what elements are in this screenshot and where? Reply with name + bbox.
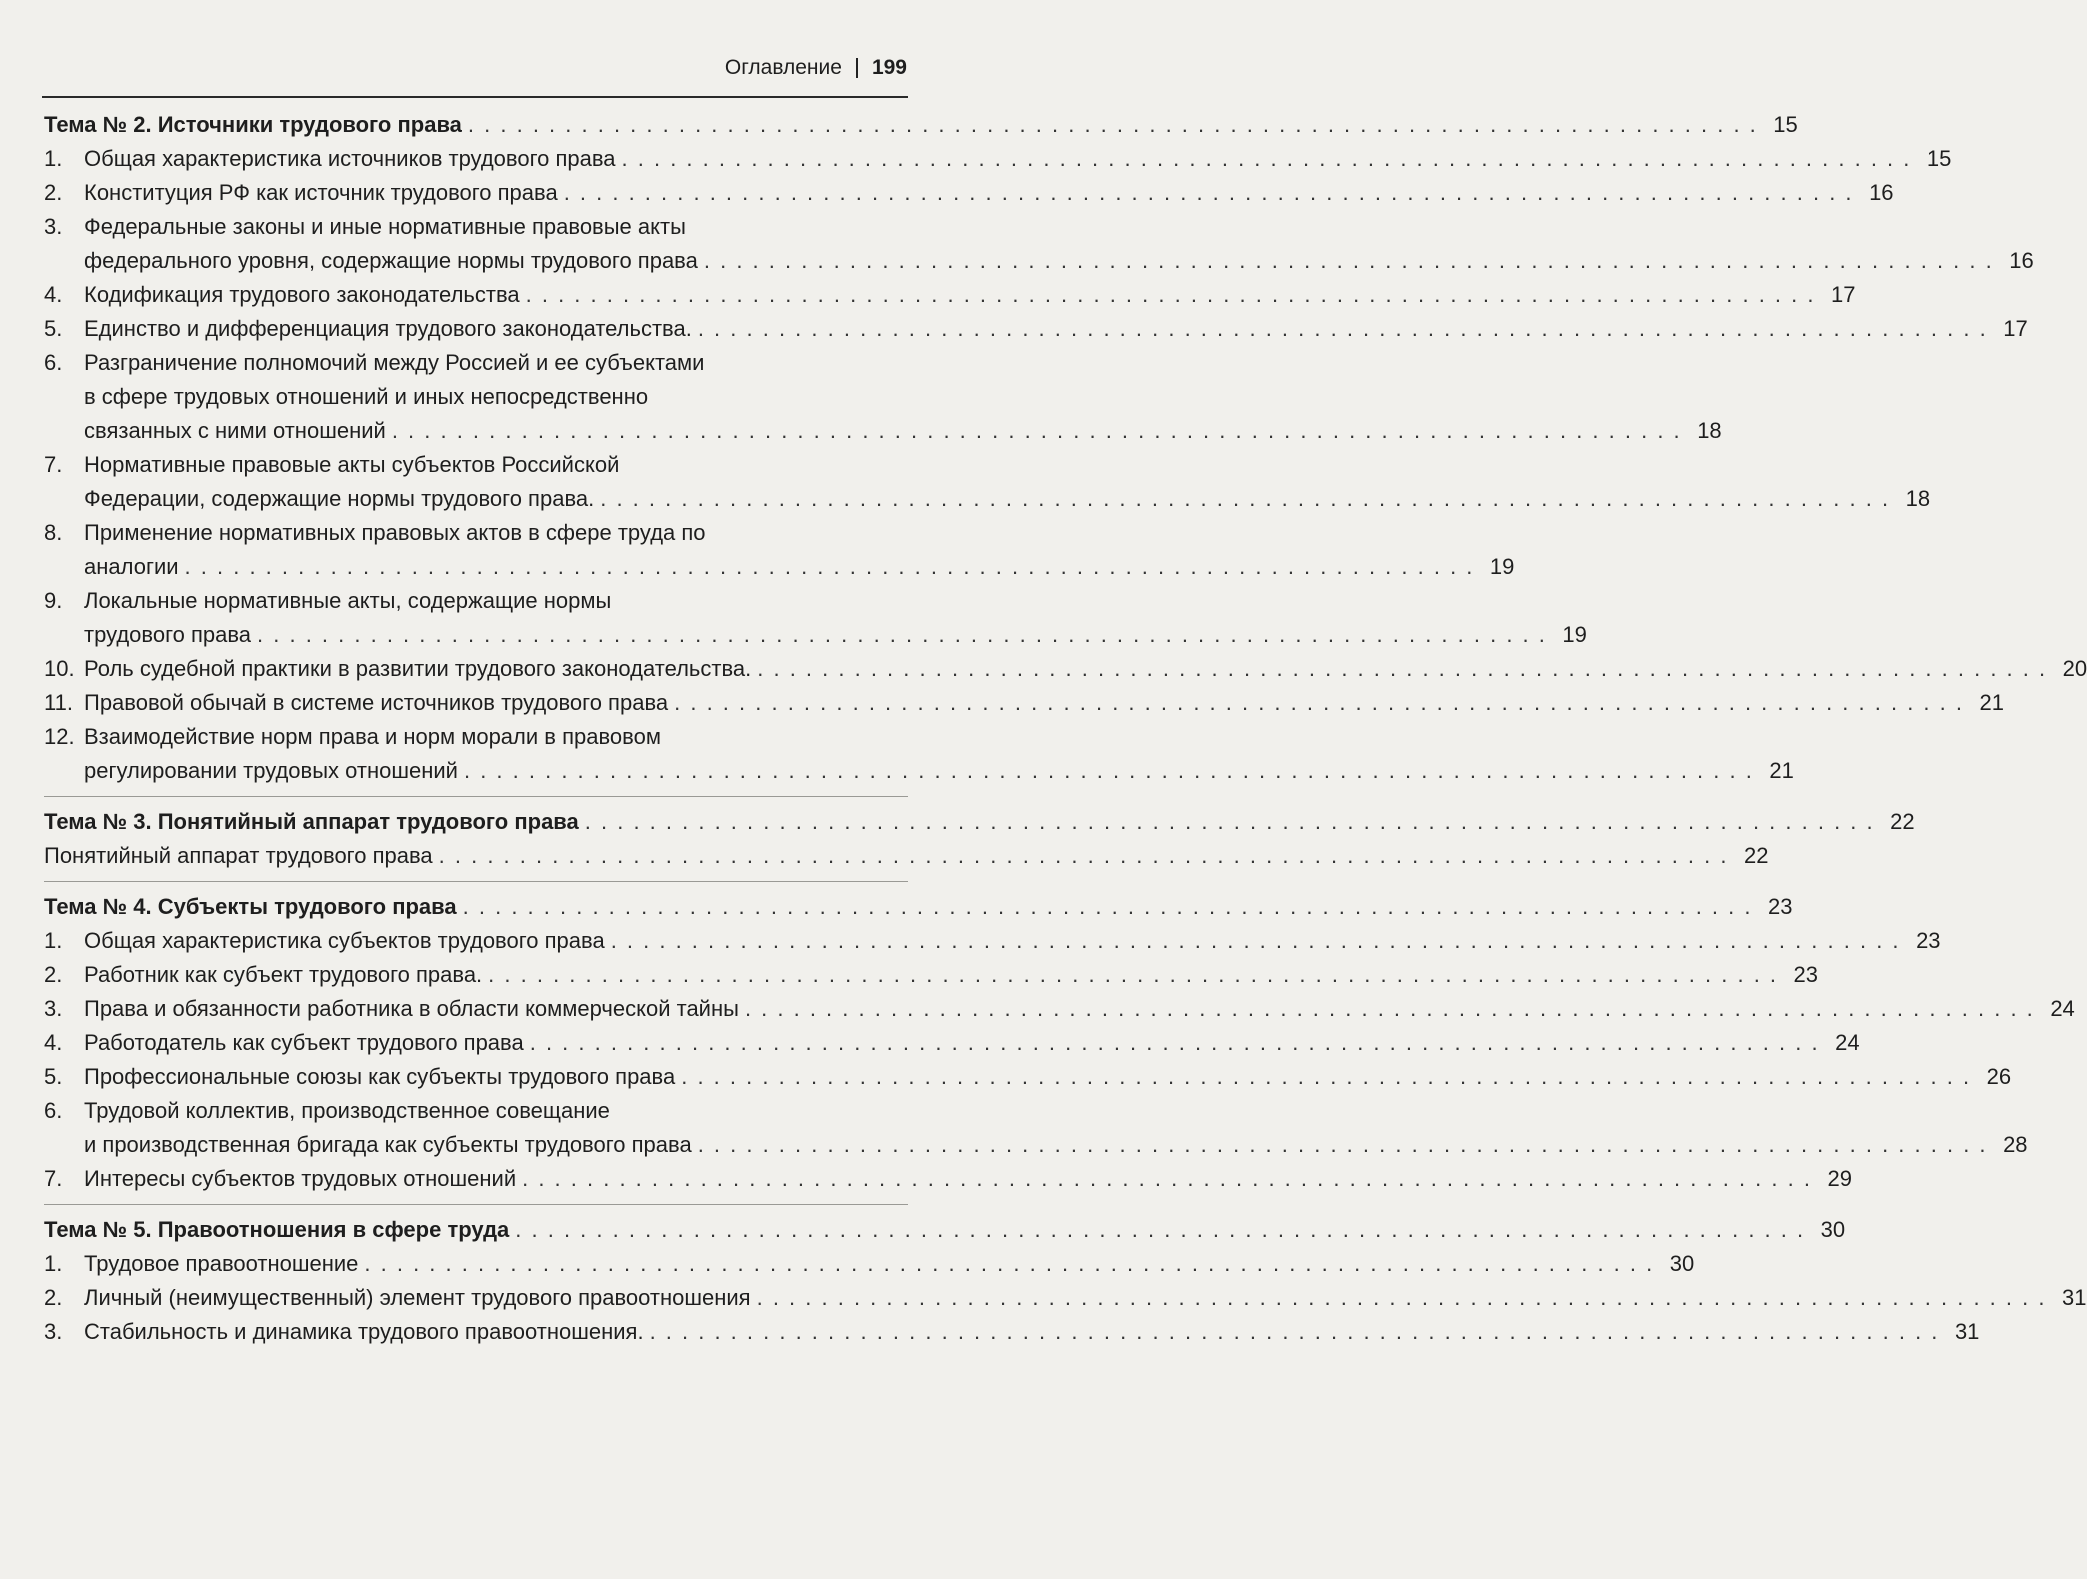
dot-leader: . . . . . . . . . . . . . . . . . . . . . . . . . . . . . . . . . . . . . . . . . . . . . . . . . . . . . . . . . . . . . . . . . . . . . . . . . . . . . . . . — [610, 928, 1901, 953]
toc-page-number: 30 — [1669, 1251, 1695, 1276]
toc-page-number: 15 — [1773, 112, 1798, 137]
dot-leader: . . . . . . . . . . . . . . . . . . . . . . . . . . . . . . . . . . . . . . . . . . . . . . . . . . . . . . . . . . . . . . . . . . . . . . . . . . . . . . . . — [438, 843, 1729, 868]
toc-entry[interactable] — [44, 924, 1941, 958]
toc-page-number: 23 — [1768, 894, 1793, 919]
toc-entry-title: Федеральные законы и иные нормативные правовые акты — [84, 214, 686, 239]
toc-entry-number: 10. — [44, 656, 75, 681]
toc-page-number: 26 — [1986, 1064, 2012, 1089]
toc-theme-heading[interactable] — [44, 890, 1793, 924]
dot-leader: . . . . . . . . . . . . . . . . . . . . . . . . . . . . . . . . . . . . . . . . . . . . . . . . . . . . . . . . . . . . . . . . . . . . . . . . . . . . . . . . — [488, 962, 1779, 987]
toc-page-number: 23 — [1916, 928, 1941, 953]
toc-page-number: 16 — [1869, 180, 1894, 205]
toc-theme-heading[interactable] — [44, 1213, 1846, 1247]
toc-entry-title: Применение нормативных правовых актов в сфере труда по — [84, 520, 706, 545]
toc-entry-title: Кодификация трудового законодательства — [84, 282, 520, 307]
toc-entry[interactable] — [44, 176, 1894, 210]
dot-leader: . . . . . . . . . . . . . . . . . . . . . . . . . . . . . . . . . . . . . . . . . . . . . . . . . . . . . . . . . . . . . . . . . . . . . . . . . . . . . . . . — [681, 1064, 1972, 1089]
toc-entry[interactable] — [44, 686, 2004, 720]
dot-leader: . . . . . . . . . . . . . . . . . . . . . . . . . . . . . . . . . . . . . . . . . . . . . . . . . . . . . . . . . . . . . . . . . . . . . . . . . . . . . . . . — [621, 146, 1912, 171]
dot-leader: . . . . . . . . . . . . . . . . . . . . . . . . . . . . . . . . . . . . . . . . . . . . . . . . . . . . . . . . . . . . . . . . . . . . . . . . . . . . . . . . — [391, 418, 1682, 443]
toc-entry-title: Профессиональные союзы как субъекты трудового права — [84, 1064, 676, 1089]
toc-entry[interactable] — [44, 1060, 2012, 1094]
toc-entry[interactable] — [44, 278, 1856, 312]
dot-leader: . . . . . . . . . . . . . . . . . . . . . . . . . . . . . . . . . . . . . . . . . . . . . . . . . . . . . . . . . . . . . . . . . . . . . . . . . . . . . . . . — [467, 112, 1758, 137]
dot-leader: . . . . . . . . . . . . . . . . . . . . . . . . . . . . . . . . . . . . . . . . . . . . . . . . . . . . . . . . . . . . . . . . . . . . . . . . . . . . . . . . — [257, 622, 1547, 647]
dot-leader: . . . . . . . . . . . . . . . . . . . . . . . . . . . . . . . . . . . . . . . . . . . . . . . . . . . . . . . . . . . . . . . . . . . . . . . . . . . . . . . . — [462, 894, 1753, 919]
toc-entry-number: 1. — [44, 1251, 63, 1276]
toc-entry-number: 6. — [44, 1098, 63, 1123]
toc-entry-title: Работник как субъект трудового права. — [84, 962, 483, 987]
table-of-contents — [44, 108, 2087, 1349]
section-divider — [44, 1204, 908, 1205]
toc-page-number: 28 — [2003, 1132, 2028, 1157]
dot-leader: . . . . . . . . . . . . . . . . . . . . . . . . . . . . . . . . . . . . . . . . . . . . . . . . . . . . . . . . . . . . . . . . . . . . . . . . . . . . . . . . — [584, 809, 1875, 834]
toc-page-number: 31 — [2061, 1285, 2087, 1310]
dot-leader: . . . . . . . . . . . . . . . . . . . . . . . . . . . . . . . . . . . . . . . . . . . . . . . . . . . . . . . . . . . . . . . . . . . . . . . . . . . . . . . . — [563, 180, 1854, 205]
toc-entry-title: Взаимодействие норм права и норм морали в правовом — [84, 724, 661, 749]
toc-entry-title: Конституция РФ как источник трудового права — [84, 180, 558, 205]
toc-entry-title: Трудовое правоотношение — [84, 1251, 359, 1276]
toc-page-number: 18 — [1905, 486, 1931, 511]
running-head-page-number: 199 — [871, 56, 907, 79]
toc-entry-title: Единство и дифференциация трудового законодательства. — [84, 316, 692, 341]
toc-page-number: 17 — [2003, 316, 2028, 341]
toc-entry-title: Права и обязанности работника в области коммерческой тайны — [84, 996, 739, 1021]
toc-page-number: 29 — [1827, 1166, 1852, 1191]
dot-leader: . . . . . . . . . . . . . . . . . . . . . . . . . . . . . . . . . . . . . . . . . . . . . . . . . . . . . . . . . . . . . . . . . . . . . . . . . . . . . . . . — [697, 1132, 1988, 1157]
dot-leader: . . . . . . . . . . . . . . . . . . . . . . . . . . . . . . . . . . . . . . . . . . . . . . . . . . . . . . . . . . . . . . . . . . . . . . . . . . . . . . . . — [525, 282, 1816, 307]
dot-leader: . . . . . . . . . . . . . . . . . . . . . . . . . . . . . . . . . . . . . . . . . . . . . . . . . . . . . . . . . . . . . . . . . . . . . . . . . . . . . . . . — [600, 486, 1891, 511]
toc-entry-title: Интересы субъектов трудовых отношений — [84, 1166, 517, 1191]
toc-page-number: 19 — [1489, 554, 1515, 579]
toc-entry[interactable] — [44, 958, 1819, 992]
toc-entry[interactable] — [44, 210, 2034, 278]
toc-page-number: 30 — [1820, 1217, 1846, 1242]
toc-entry-title: Понятийный аппарат трудового права — [44, 843, 433, 868]
toc-entry-title: Работодатель как субъект трудового права — [84, 1030, 524, 1055]
toc-entry[interactable] — [44, 312, 2028, 346]
toc-entry-number: 7. — [44, 1166, 63, 1191]
toc-page-number: 22 — [1890, 809, 1915, 834]
toc-entry-number: 4. — [44, 1030, 63, 1055]
toc-entry-title: Общая характеристика субъектов трудового права — [84, 928, 605, 953]
toc-entry-title: Тема № 2. Источники трудового права — [44, 112, 462, 137]
toc-page-number: 24 — [1835, 1030, 1860, 1055]
toc-entry-title: Тема № 3. Понятийный аппарат трудового права — [44, 809, 579, 834]
toc-entry-number: 5. — [44, 316, 63, 341]
toc-theme-heading[interactable] — [44, 805, 1915, 839]
toc-entry[interactable] — [44, 1247, 1695, 1281]
toc-entry-title: Личный (неимущественный) элемент трудового правоотношения — [84, 1285, 751, 1310]
header-rule — [42, 96, 908, 98]
dot-leader: . . . . . . . . . . . . . . . . . . . . . . . . . . . . . . . . . . . . . . . . . . . . . . . . . . . . . . . . . . . . . . . . . . . . . . . . . . . . . . . . — [744, 996, 2035, 1021]
dot-leader: . . . . . . . . . . . . . . . . . . . . . . . . . . . . . . . . . . . . . . . . . . . . . . . . . . . . . . . . . . . . . . . . . . . . . . . . . . . . . . . . — [463, 758, 1754, 783]
toc-entry-number: 8. — [44, 520, 63, 545]
toc-entry[interactable] — [44, 142, 1952, 176]
toc-entry-title: связанных с ними отношений — [84, 418, 386, 443]
section-divider — [44, 881, 908, 882]
toc-entry[interactable] — [44, 448, 1931, 516]
toc-entry[interactable] — [44, 1315, 1980, 1349]
toc-entry-title: Роль судебной практики в развитии трудового законодательства. — [84, 656, 752, 681]
toc-page-number: 19 — [1562, 622, 1587, 647]
toc-entry-number: 4. — [44, 282, 63, 307]
toc-entry-number: 6. — [44, 350, 63, 375]
toc-entry[interactable] — [44, 992, 2075, 1026]
toc-page-number: 31 — [1954, 1319, 1980, 1344]
toc-theme-heading[interactable] — [44, 108, 1798, 142]
toc-entry-number: 3. — [44, 214, 63, 239]
toc-entry[interactable] — [44, 1162, 1852, 1196]
toc-entry-title: Тема № 5. Правоотношения в сфере труда — [44, 1217, 510, 1242]
toc-entry-title: федерального уровня, содержащие нормы трудового права — [84, 248, 698, 273]
toc-entry-number: 5. — [44, 1064, 63, 1089]
toc-entry[interactable] — [44, 720, 1794, 788]
toc-entry-title: Локальные нормативные акты, содержащие нормы — [84, 588, 612, 613]
running-head-separator — [856, 58, 858, 78]
toc-entry-title: Правовой обычай в системе источников трудового права — [84, 690, 669, 715]
toc-entry-number: 3. — [44, 996, 63, 1021]
dot-leader: . . . . . . . . . . . . . . . . . . . . . . . . . . . . . . . . . . . . . . . . . . . . . . . . . . . . . . . . . . . . . . . . . . . . . . . . . . . . . . . . — [703, 248, 1994, 273]
toc-entry-title: регулировании трудовых отношений — [84, 758, 458, 783]
toc-page-number: 21 — [1769, 758, 1794, 783]
toc-entry-title: Стабильность и динамика трудового правоотношения. — [84, 1319, 644, 1344]
dot-leader: . . . . . . . . . . . . . . . . . . . . . . . . . . . . . . . . . . . . . . . . . . . . . . . . . . . . . . . . . . . . . . . . . . . . . . . . . . . . . . . . — [649, 1319, 1940, 1344]
toc-page-number: 24 — [2050, 996, 2075, 1021]
toc-entry[interactable] — [44, 839, 1769, 873]
toc-page-number: 16 — [2009, 248, 2034, 273]
toc-entry-title: трудового права — [84, 622, 252, 647]
toc-entry-number: 3. — [44, 1319, 63, 1344]
dot-leader: . . . . . . . . . . . . . . . . . . . . . . . . . . . . . . . . . . . . . . . . . . . . . . . . . . . . . . . . . . . . . . . . . . . . . . . . . . . . . . . . — [697, 316, 1988, 341]
toc-page-number: 15 — [1926, 146, 1952, 171]
toc-entry-title: Федерации, содержащие нормы трудового права. — [84, 486, 595, 511]
dot-leader: . . . . . . . . . . . . . . . . . . . . . . . . . . . . . . . . . . . . . . . . . . . . . . . . . . . . . . . . . . . . . . . . . . . . . . . . . . . . . . . . — [184, 554, 1475, 579]
toc-entry-title: и производственная бригада как субъекты трудового права — [84, 1132, 692, 1157]
toc-page-number: 22 — [1744, 843, 1769, 868]
toc-entry[interactable] — [44, 652, 2087, 686]
toc-entry[interactable] — [44, 1281, 2087, 1315]
toc-entry-title: Тема № 4. Субъекты трудового права — [44, 894, 457, 919]
dot-leader: . . . . . . . . . . . . . . . . . . . . . . . . . . . . . . . . . . . . . . . . . . . . . . . . . . . . . . . . . . . . . . . . . . . . . . . . . . . . . . . . — [515, 1217, 1806, 1242]
toc-entry-title: Разграничение полномочий между Россией и ее субъектами — [84, 350, 705, 375]
dot-leader: . . . . . . . . . . . . . . . . . . . . . . . . . . . . . . . . . . . . . . . . . . . . . . . . . . . . . . . . . . . . . . . . . . . . . . . . . . . . . . . . — [756, 1285, 2047, 1310]
toc-entry-title: в сфере трудовых отношений и иных непосредственно — [84, 384, 649, 409]
dot-leader: . . . . . . . . . . . . . . . . . . . . . . . . . . . . . . . . . . . . . . . . . . . . . . . . . . . . . . . . . . . . . . . . . . . . . . . . . . . . . . . . — [522, 1166, 1812, 1191]
toc-entry-number: 2. — [44, 962, 63, 987]
toc-entry-title: Общая характеристика источников трудового права — [84, 146, 616, 171]
toc-page-number: 18 — [1697, 418, 1722, 443]
toc-entry-number: 2. — [44, 180, 63, 205]
toc-entry-number: 11. — [44, 690, 73, 715]
toc-entry-number: 12. — [44, 724, 75, 749]
toc-entry[interactable] — [44, 346, 1722, 448]
dot-leader: . . . . . . . . . . . . . . . . . . . . . . . . . . . . . . . . . . . . . . . . . . . . . . . . . . . . . . . . . . . . . . . . . . . . . . . . . . . . . . . . — [529, 1030, 1820, 1055]
dot-leader: . . . . . . . . . . . . . . . . . . . . . . . . . . . . . . . . . . . . . . . . . . . . . . . . . . . . . . . . . . . . . . . . . . . . . . . . . . . . . . . . — [757, 656, 2048, 681]
dot-leader: . . . . . . . . . . . . . . . . . . . . . . . . . . . . . . . . . . . . . . . . . . . . . . . . . . . . . . . . . . . . . . . . . . . . . . . . . . . . . . . . — [674, 690, 1964, 715]
toc-page-number: 21 — [1979, 690, 2004, 715]
section-divider — [44, 796, 908, 797]
toc-entry-title: Трудовой коллектив, производственное совещание — [84, 1098, 610, 1123]
toc-entry[interactable] — [44, 1094, 2028, 1162]
dot-leader: . . . . . . . . . . . . . . . . . . . . . . . . . . . . . . . . . . . . . . . . . . . . . . . . . . . . . . . . . . . . . . . . . . . . . . . . . . . . . . . . — [364, 1251, 1655, 1276]
toc-entry-number: 1. — [44, 928, 63, 953]
toc-page-number: 23 — [1793, 962, 1819, 987]
running-head-section: Оглавление — [724, 56, 842, 79]
toc-entry[interactable] — [44, 516, 1515, 584]
toc-entry-number: 9. — [44, 588, 63, 613]
toc-entry-number: 2. — [44, 1285, 63, 1310]
running-head — [725, 56, 907, 80]
toc-entry[interactable] — [44, 1026, 1860, 1060]
toc-page-number: 20 — [2062, 656, 2087, 681]
toc-entry-title: Нормативные правовые акты субъектов Российской — [84, 452, 620, 477]
toc-entry-number: 1. — [44, 146, 63, 171]
toc-page-number: 17 — [1831, 282, 1856, 307]
toc-entry-number: 7. — [44, 452, 63, 477]
toc-entry[interactable] — [44, 584, 1587, 652]
toc-entry-title: аналогии — [84, 554, 179, 579]
